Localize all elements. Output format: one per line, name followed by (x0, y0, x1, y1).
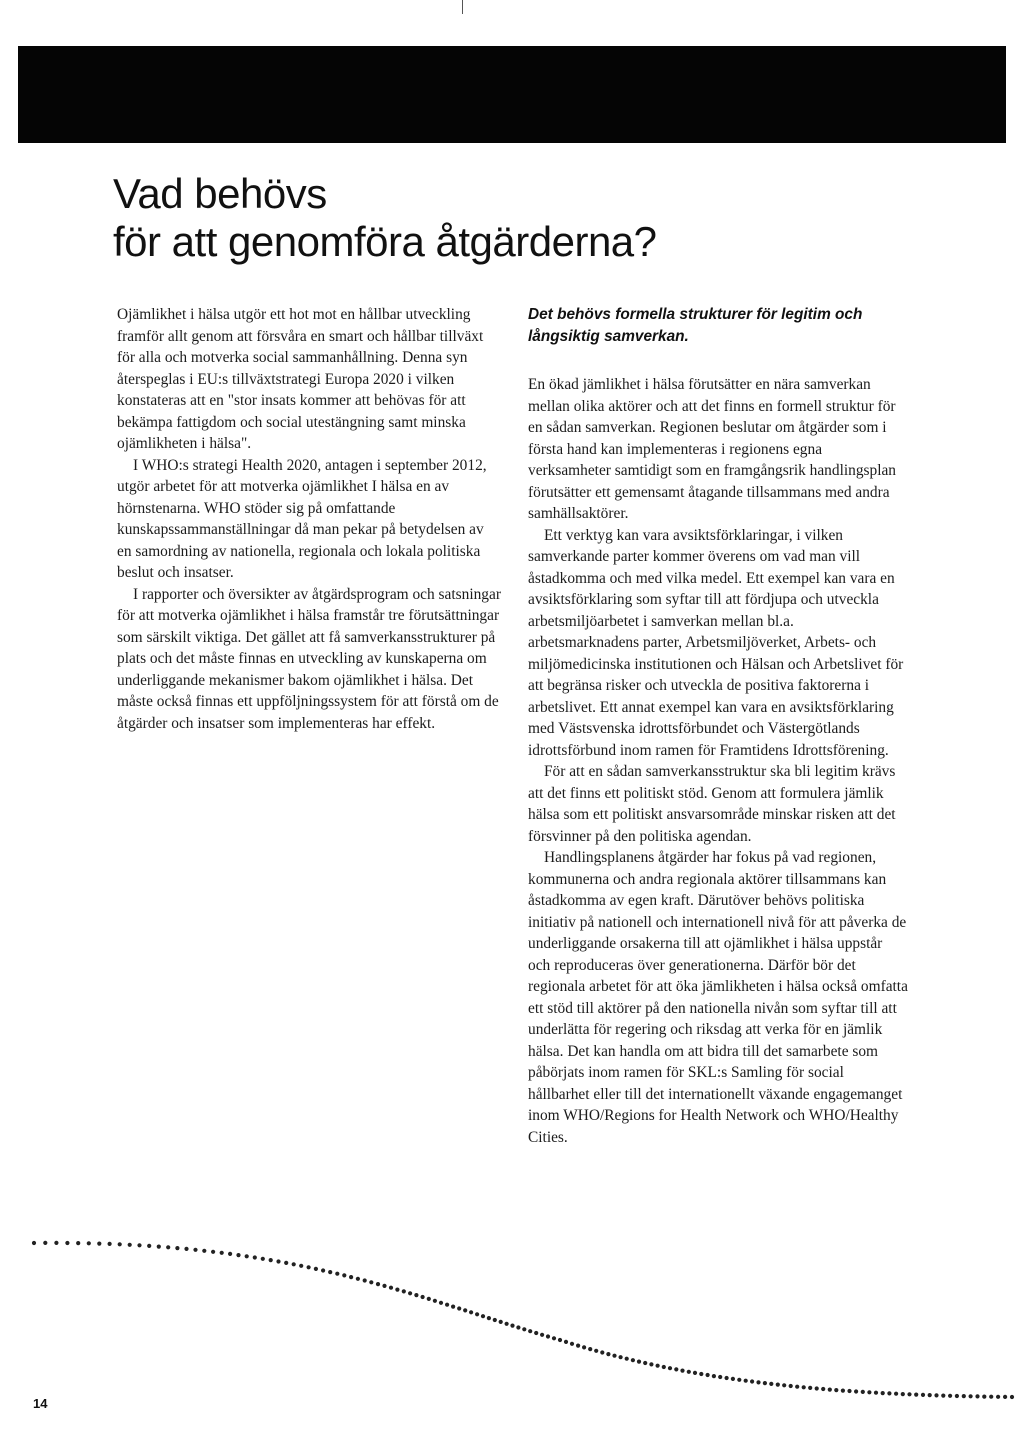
wave-dot (128, 1243, 132, 1247)
wave-dot (564, 1340, 568, 1344)
wave-dot (907, 1392, 911, 1396)
wave-dot (236, 1253, 240, 1257)
wave-dot (307, 1265, 311, 1269)
wave-dot (874, 1391, 878, 1395)
wave-dot (731, 1377, 735, 1381)
wave-dot (166, 1245, 170, 1249)
right-paragraph-4: Handlingsplanens åtgärder har fokus på vad regionen, kommunerna och andra regionala aktörer tillsammans kan åstadkomma av egen kraft. Därutöver behövs politiska initiativ på nationell och internationell nivå för att påverka de underliggande orsakerna till att ojämlikhet i hälsa uppstår och reproduceras över generationerna. Därför bör det regionala arbetet för att öka jämlikheten i hälsa också omfatta ett stöd till aktörer på den nationella nivån som syftar till att underlätta för regering och riksdag att verka för en jämlik hälsa. Det kan handla om att bidra till det samarbete som påbörjats inom ramen för SKL:s Samling för social hållbarhet eller till det internationellt växande engagemanget inom WHO/Regions for Health Network och WHO/Healthy Cities. (528, 849, 908, 1146)
wave-dot (522, 1327, 526, 1331)
right-lead-heading: Det behövs formella strukturer för legitim och långsiktig samverkan. (528, 306, 863, 345)
wave-dot (815, 1386, 819, 1390)
wave-dot (737, 1378, 741, 1382)
wave-dot (989, 1395, 993, 1399)
wave-dot (137, 1243, 141, 1247)
wave-dot (457, 1306, 461, 1310)
wave-dot (363, 1278, 367, 1282)
wave-dot (769, 1382, 773, 1386)
wave-dot (656, 1364, 660, 1368)
wave-dot (756, 1380, 760, 1384)
wave-dot (834, 1388, 838, 1392)
wave-dot (546, 1334, 550, 1338)
wave-dot (718, 1375, 722, 1379)
wave-dot (528, 1329, 532, 1333)
wave-dot (499, 1320, 503, 1324)
wave-dot (54, 1241, 58, 1245)
wave-dot (376, 1282, 380, 1286)
wave-dot (510, 1324, 514, 1328)
wave-dot (881, 1391, 885, 1395)
wave-dot (662, 1365, 666, 1369)
wave-dot (184, 1247, 188, 1251)
wave-dot (887, 1391, 891, 1395)
page-title-line-1: Vad behövs (113, 170, 327, 217)
left-paragraph-3: I rapporter och översikter av åtgärdsprogram och satsningar för att motverka ojämlikhet i hälsa framstår tre förutsättningar som särskilt viktiga. Det gället att få samverkansstrukturer på plats och det måste finnas en utveckling av kunskaperna om underliggande mekanismer bakom ojämlikhet i hälsa. Det måste också finnas ett uppföljningssystem för att förstå om de åtgärder och insatser som implementeras har effekt. (117, 585, 501, 732)
wave-dot (861, 1390, 865, 1394)
wave-dot (687, 1370, 691, 1374)
wave-dot (342, 1273, 346, 1277)
wave-dot (841, 1389, 845, 1393)
wave-dot (108, 1242, 112, 1246)
scan-mark (462, 0, 463, 14)
wave-dot (321, 1268, 325, 1272)
wave-dot (763, 1381, 767, 1385)
wave-dot (493, 1318, 497, 1322)
wave-dot (637, 1360, 641, 1364)
wave-dot (789, 1384, 793, 1388)
wave-dot (481, 1314, 485, 1318)
wave-dot (725, 1376, 729, 1380)
wave-dot (157, 1245, 161, 1249)
wave-dot (582, 1345, 586, 1349)
wave-dot (962, 1394, 966, 1398)
left-paragraph-2: I WHO:s strategi Health 2020, antagen i september 2012, utgör arbetet för att motverka ojämlikhet I hälsa en av hörnstenarna. WHO stöder sig på omfattande kunskapssammanställningar då man pekar på betydelsen av en samordning av nationella, regionala och lokala politiska beslut och insatser. (117, 456, 487, 581)
wave-dot (996, 1395, 1000, 1399)
wave-dot (975, 1394, 979, 1398)
wave-dot (349, 1275, 353, 1279)
wave-dot (389, 1286, 393, 1290)
wave-dot (220, 1251, 224, 1255)
right-paragraph-3: För att en sådan samverkansstruktur ska bli legitim krävs att det finns ett politiskt stöd. Genom att formulera jämlik hälsa som ett politiskt ansvarsområde minskar risken att det försvinner på den politiska agendan. (528, 763, 896, 845)
wave-dot (76, 1241, 80, 1245)
wave-dot (245, 1254, 249, 1258)
wave-dot (65, 1241, 69, 1245)
wave-dot (680, 1369, 684, 1373)
wave-dot (552, 1336, 556, 1340)
page-title-line-2: för att genomföra åtgärderna? (113, 218, 657, 265)
wave-dot (439, 1301, 443, 1305)
wave-dot (901, 1392, 905, 1396)
right-paragraph-1: En ökad jämlikhet i hälsa förutsätter en nära samverkan mellan olika aktörer och att det finns en formell struktur för en sådan samverkan. Regionen beslutar om åtgärder som i första hand kan implementeras i regionens egna verksamheter samtidigt som en framgångsrik handlingsplan förutsätter ett gemensamt åtagande tillsammans med andra samhällsaktörer. (528, 376, 897, 522)
wave-dot (750, 1379, 754, 1383)
wave-dot (118, 1242, 122, 1246)
wave-dot (847, 1389, 851, 1393)
wave-dot (487, 1316, 491, 1320)
wave-dot (175, 1246, 179, 1250)
wave-dot (576, 1344, 580, 1348)
wave-dot (802, 1385, 806, 1389)
wave-dot (821, 1387, 825, 1391)
wave-dot (276, 1259, 280, 1263)
wave-dot (414, 1293, 418, 1297)
wave-dot (854, 1389, 858, 1393)
page-number: 14 (33, 1396, 48, 1411)
wave-dot (408, 1291, 412, 1295)
wave-dot (475, 1312, 479, 1316)
wave-dot (463, 1308, 467, 1312)
wave-dot (147, 1244, 151, 1248)
wave-dot (674, 1367, 678, 1371)
wave-dot (299, 1264, 303, 1268)
wave-dot (314, 1267, 318, 1271)
wave-dot (894, 1392, 898, 1396)
wave-dot (382, 1284, 386, 1288)
wave-dot (625, 1357, 629, 1361)
wave-dot (421, 1295, 425, 1299)
wave-dot (828, 1388, 832, 1392)
wave-dot (643, 1361, 647, 1365)
wave-dot (534, 1331, 538, 1335)
wave-dot (284, 1261, 288, 1265)
wave-dot (211, 1250, 215, 1254)
wave-dot (948, 1394, 952, 1398)
wave-dot (335, 1272, 339, 1276)
right-paragraph-2: Ett verktyg kan vara avsiktsförklaringar, i vilken samverkande parter kommer överens om vad man vill åstadkomma och med vilka medel. Ett exempel kan vara en avsiktsförklaring som syftar till att fördjupa och utveckla arbetsmiljöarbetet i samverkan mellan bl.a. arbetsmarknadens parter, Arbetsmiljöverket, Arbets- och miljömedicinska institutionen och Hälsan och Arbetslivet för att begränsa risker och utveckla de positiva faktorerna i arbetslivet. Ett annat exempel kan vara en avsiktsförklaring med Västsvenska idrottsförbundet och Västergötlands idrottsförbund inom ramen för Framtidens Idrottsförening. (528, 526, 904, 759)
wave-dot (356, 1277, 360, 1281)
wave-dot (649, 1362, 653, 1366)
wave-dot (558, 1338, 562, 1342)
wave-dot (97, 1242, 101, 1246)
wave-dot (867, 1390, 871, 1394)
wave-dot (594, 1349, 598, 1353)
left-column (117, 304, 502, 734)
wave-dot (619, 1355, 623, 1359)
left-paragraph-1: Ojämlikhet i hälsa utgör ett hot mot en hållbar utveckling framför allt genom att försvåra en smart och hållbar tillväxt för alla och motverka social sammanhållning. Denna syn återspeglas i EU:s tillväxtstrategi Europa 2020 i vilken konstateras att en "stor insats kommer att behövas för att bekämpa fattigdom och social utestängning samt minska ojämlikheten i hälsa". (117, 306, 484, 452)
wave-dot (193, 1248, 197, 1252)
wave-dot (402, 1289, 406, 1293)
wave-dot (612, 1354, 616, 1358)
wave-dot (261, 1257, 265, 1261)
wave-dot (928, 1393, 932, 1397)
wave-dot (570, 1342, 574, 1346)
wave-dot (445, 1303, 449, 1307)
page-title (113, 170, 813, 266)
wave-dot (668, 1366, 672, 1370)
wave-dot (969, 1394, 973, 1398)
wave-dot (631, 1358, 635, 1362)
wave-dot (202, 1249, 206, 1253)
wave-dot (606, 1352, 610, 1356)
wave-dot (469, 1310, 473, 1314)
wave-dot (588, 1347, 592, 1351)
wave-dot (914, 1393, 918, 1397)
wave-dot (744, 1379, 748, 1383)
wave-dot (808, 1386, 812, 1390)
wave-dot (505, 1322, 509, 1326)
wave-dot (451, 1305, 455, 1309)
wave-dot (32, 1241, 36, 1245)
wave-dot (955, 1394, 959, 1398)
right-column (528, 304, 908, 1148)
wave-dot (269, 1258, 273, 1262)
wave-dot (395, 1288, 399, 1292)
wave-dot (433, 1299, 437, 1303)
wave-dot (982, 1395, 986, 1399)
wave-dot (782, 1383, 786, 1387)
wave-dot (253, 1255, 257, 1259)
wave-dot (712, 1374, 716, 1378)
wave-dot (516, 1325, 520, 1329)
wave-dot (228, 1252, 232, 1256)
wave-dot (795, 1385, 799, 1389)
wave-dot (87, 1241, 91, 1245)
wave-dot (693, 1371, 697, 1375)
wave-dot (292, 1262, 296, 1266)
header-bar (18, 46, 1006, 143)
wave-dot (699, 1372, 703, 1376)
wave-dot (706, 1373, 710, 1377)
wave-dot (934, 1393, 938, 1397)
wave-dot (369, 1280, 373, 1284)
wave-dot (941, 1394, 945, 1398)
wave-dot (427, 1297, 431, 1301)
wave-dot (328, 1270, 332, 1274)
wave-dot (43, 1241, 47, 1245)
wave-dot (540, 1333, 544, 1337)
wave-dot (776, 1383, 780, 1387)
wave-dot (921, 1393, 925, 1397)
wave-dot (600, 1350, 604, 1354)
wave-dot (1010, 1395, 1014, 1399)
wave-dot (1003, 1395, 1007, 1399)
